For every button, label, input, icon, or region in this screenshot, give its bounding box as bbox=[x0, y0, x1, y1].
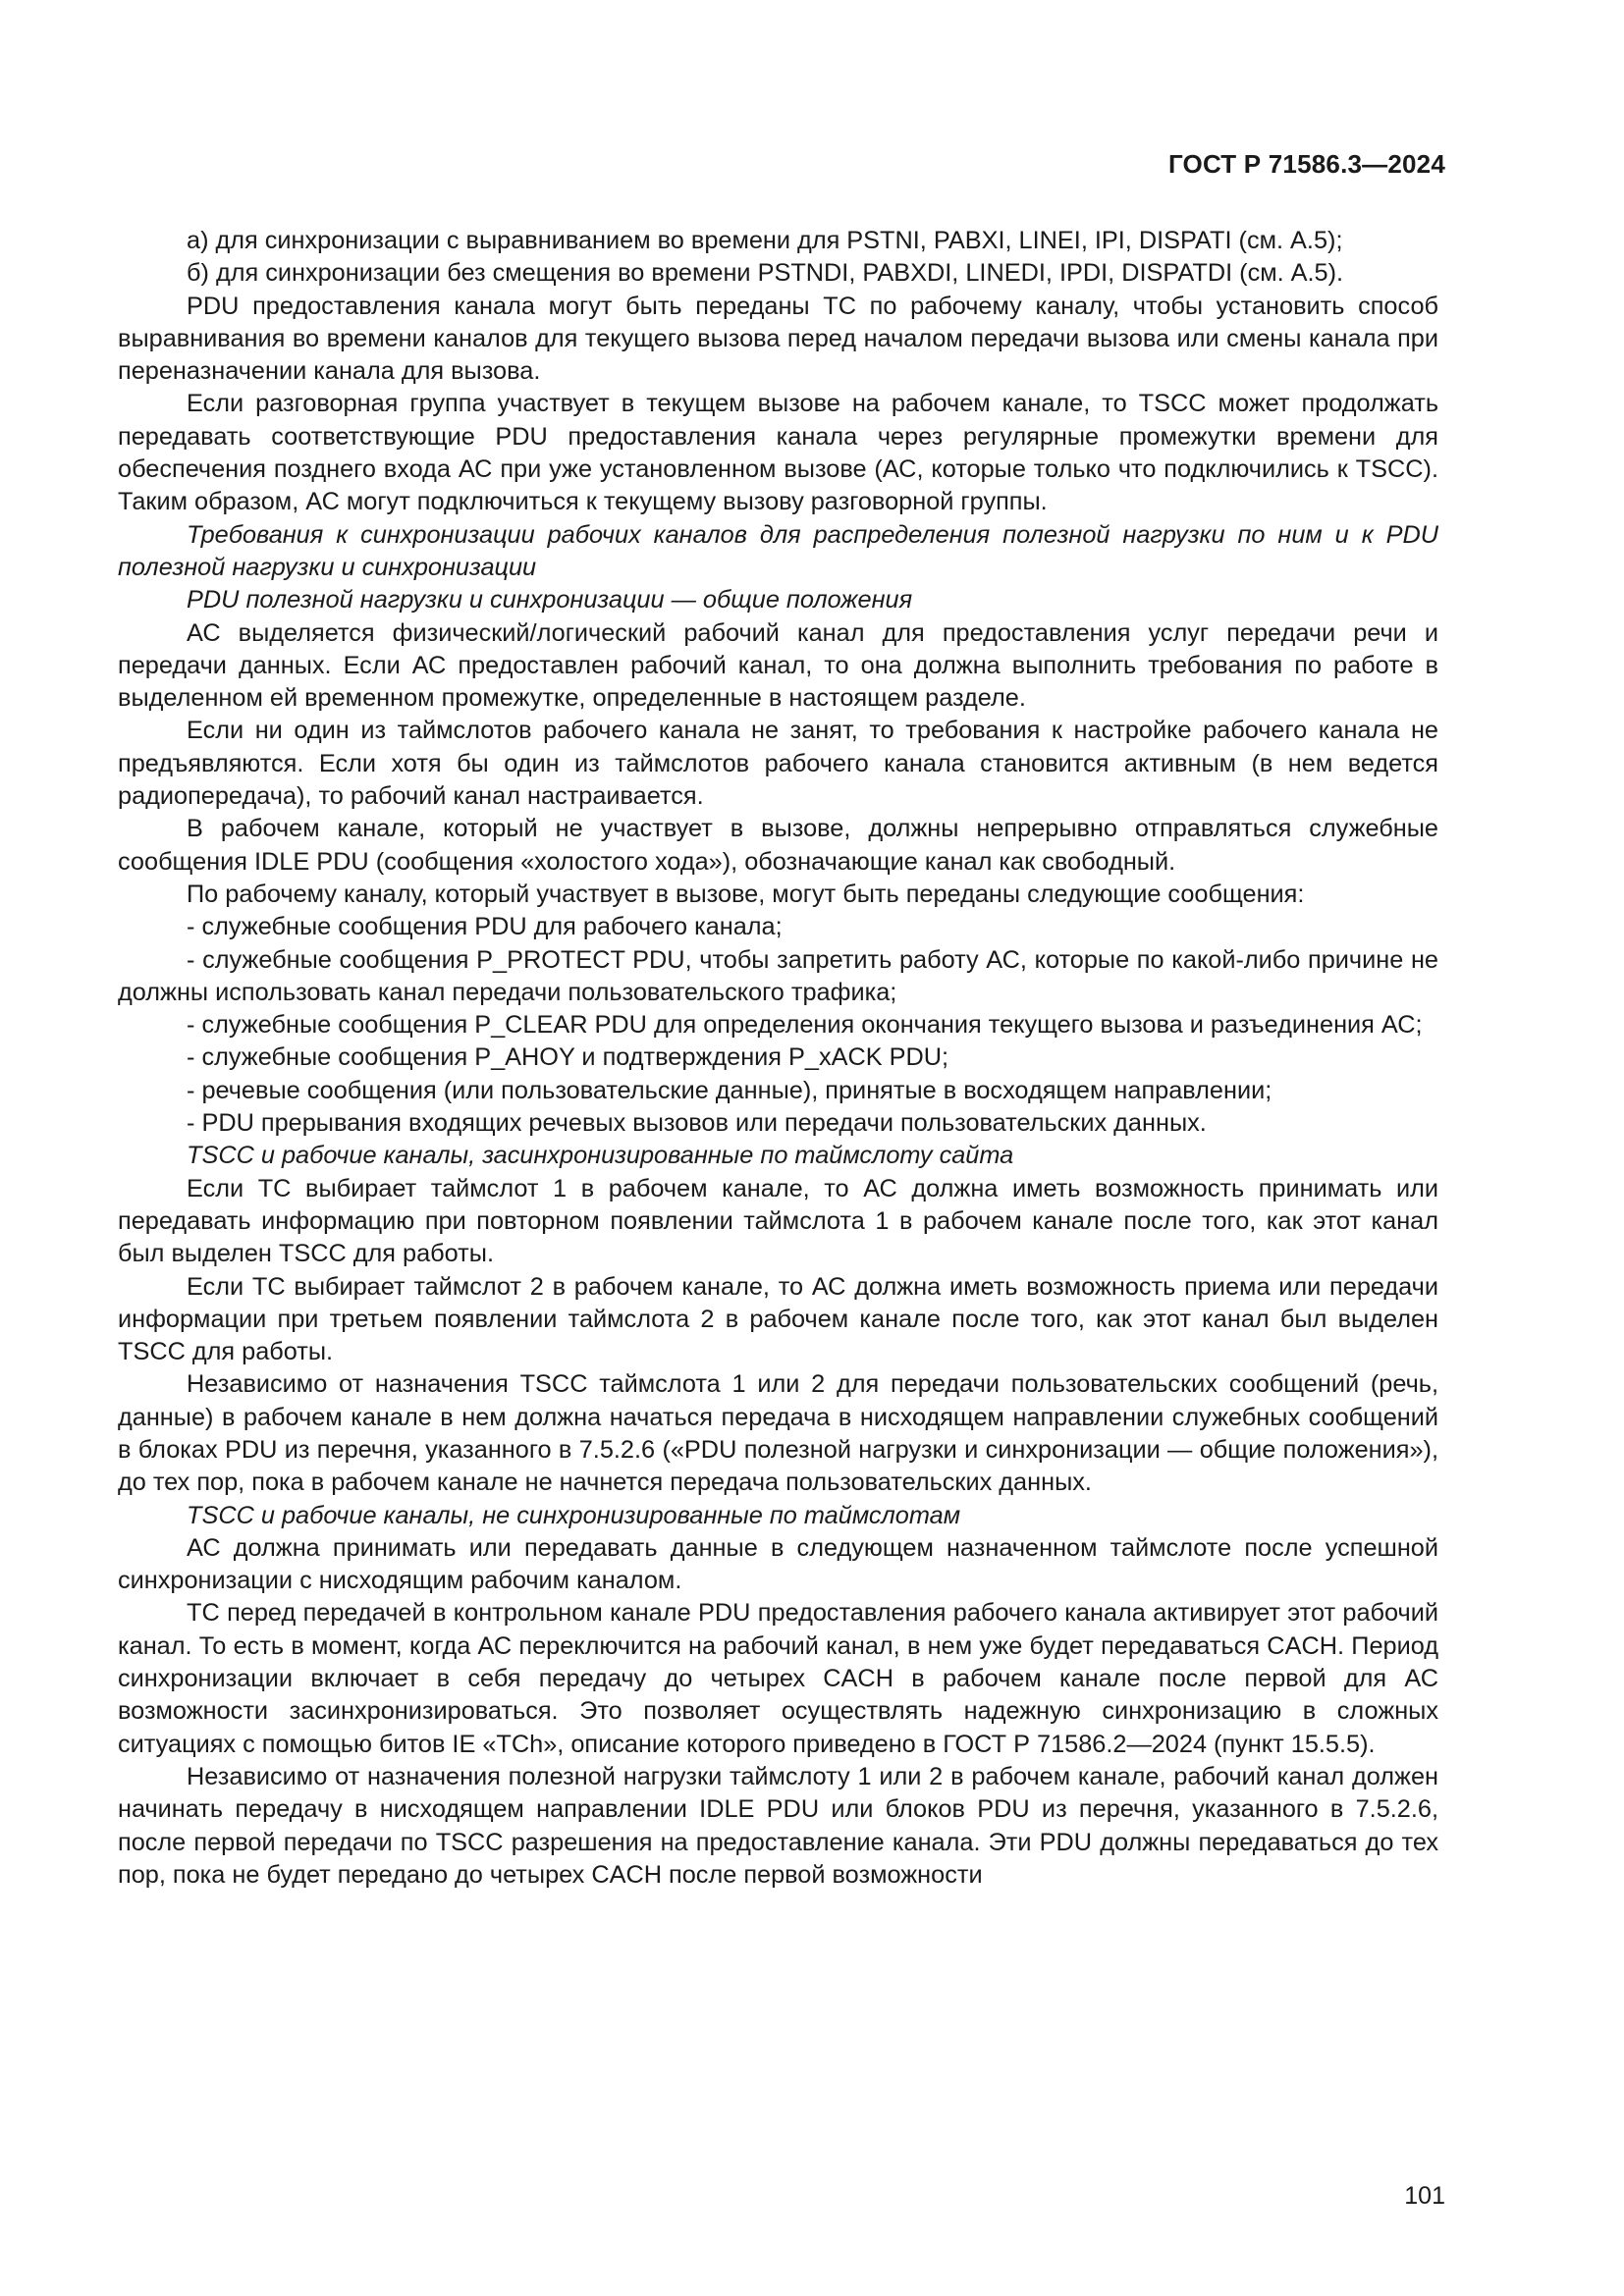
bullet-item: - служебные сообщения P_AHOY и подтверждения P_xACK PDU; bbox=[187, 1043, 949, 1072]
list-item-a: а) для синхронизации с выравниванием во времени для PSTNI, PABXI, LINEI, IPI, DISPATI (см. А.5); bbox=[187, 227, 1343, 254]
list-item-b: б) для синхронизации без смещения во времени PSTNDI, PABXDI, LINEDI, IPDI, DISPATDI (см. А.5). bbox=[187, 259, 1344, 288]
subsection-heading-synchronized: TSCC и рабочие каналы, засинхронизированные по таймслоту сайта bbox=[187, 1142, 1014, 1170]
body-paragraph: В рабочем канале, который не участвует в вызове, должны непрерывно отправляться служебные сообщения IDLE PDU (сообщения «холостого хода»), обозначающие канал как свободный. bbox=[118, 815, 1438, 876]
body-paragraph: Независимо от назначения полезной нагрузки таймслоту 1 или 2 в рабочем канале, рабочий канал должен начинать передачу в нисходящем направлении IDLE PDU или блоков PDU из перечня, указанного в 7.5.2.6, после первой передачи по TSCC разрешения на предоставление канала. Эти PDU должны передаваться до тех пор, пока не будет передано до четырех CACH после первой возможности bbox=[118, 1762, 1438, 1889]
subsection-heading-general: PDU полезной нагрузки и синхронизации — общие положения bbox=[187, 586, 913, 614]
body-paragraph: АС выделяется физический/логический рабочий канал для предоставления услуг передачи речи и передачи данных. Если АС предоставлен рабочий канал, то она должна выполнить требования по работе в выделенном ей временном промежутке, определенные в настоящем разделе. bbox=[118, 618, 1438, 713]
body-paragraph: Если ни один из таймслотов рабочего канала не занят, то требования к настройке рабочего канала не предъявляются. Если хотя бы один из таймслотов рабочего канала становится активным (в нем ведется радиопередача), то рабочий канал настраивается. bbox=[118, 717, 1438, 811]
body-paragraph: По рабочему каналу, который участвует в вызове, могут быть переданы следующие сообщения: bbox=[187, 880, 1305, 908]
bullet-item: - речевые сообщения (или пользовательские данные), принятые в восходящем направлении; bbox=[187, 1076, 1272, 1104]
body-paragraph: АС должна принимать или передавать данные в следующем назначенном таймслоте после успешной синхронизации с нисходящим рабочим каналом. bbox=[118, 1533, 1438, 1595]
bullet-item: - служебные сообщения P_PROTECT PDU, чтобы запретить работу АС, которые по какой-либо причине не должны использовать канал передачи пользовательского трафика; bbox=[118, 945, 1438, 1006]
page-number: 101 bbox=[1404, 2182, 1445, 2210]
body-paragraph: Если разговорная группа участвует в текущем вызове на рабочем канале, то TSCC может продолжать передавать соответствующие PDU предоставления канала через регулярные промежутки времени для обеспечения позднего входа АС при уже установленном вызове (АС, которые только что подключились к TSCC). Таким образом, АС могут подключиться к текущему вызову разговорной группы. bbox=[118, 390, 1438, 516]
bullet-item: - служебные сообщения P_CLEAR PDU для определения окончания текущего вызова и разъединения АС; bbox=[187, 1011, 1423, 1040]
body-paragraph: Независимо от назначения TSCC таймслота 1 или 2 для передачи пользовательских сообщений (речь, данные) в рабочем канале в нем должна начаться передача в нисходящем направлении служебных сообщений в блоках PDU из перечня, указанного в 7.5.2.6 («PDU полезной нагрузки и синхронизации — общие положения»), до тех пор, пока в рабочем канале не начнется передача пользовательских данных. bbox=[118, 1370, 1438, 1497]
bullet-item: - служебные сообщения PDU для рабочего канала; bbox=[187, 913, 783, 941]
document-header: ГОСТ Р 71586.3—2024 bbox=[1167, 149, 1445, 179]
bullet-item: - PDU прерывания входящих речевых вызовов или передачи пользовательских данных. bbox=[187, 1109, 1207, 1138]
body-paragraph: Если ТС выбирает таймслот 2 в рабочем канале, то АС должна иметь возможность приема или передачи информации при третьем появлении таймслота 2 в рабочем канале после того, как этот канал был выделен TSCC для работы. bbox=[118, 1272, 1438, 1366]
section-heading-requirements: Требования к синхронизации рабочих каналов для распределения полезной нагрузки по ним и к PDU полезной нагрузки и синхронизации bbox=[118, 520, 1438, 581]
document-body bbox=[118, 225, 1438, 1892]
body-paragraph: PDU предоставления канала могут быть переданы ТС по рабочему каналу, чтобы установить способ выравнивания во времени каналов для текущего вызова перед началом передачи вызова или смены канала при переназначении канала для вызова. bbox=[118, 292, 1438, 386]
body-paragraph: Если ТС выбирает таймслот 1 в рабочем канале, то АС должна иметь возможность принимать или передавать информацию при повторном появлении таймслота 1 в рабочем канале после того, как этот канал был выделен TSCC для работы. bbox=[118, 1174, 1438, 1268]
body-paragraph: ТС перед передачей в контрольном канале PDU предоставления рабочего канала активирует этот рабочий канал. То есть в момент, когда АС переключится на рабочий канал, в нем уже будет передаваться CACH. Период синхронизации включает в себя передачу до четырех CACH в рабочем канале после первой для АС возможности засинхронизироваться. Это позволяет осуществлять надежную синхронизацию в сложных ситуациях с помощью битов IE «TCh», описание которого приведено в ГОСТ Р 71586.2—2024 (пункт 15.5.5). bbox=[118, 1599, 1438, 1758]
subsection-heading-not-synchronized: TSCC и рабочие каналы, не синхронизированные по таймслотам bbox=[187, 1501, 961, 1529]
